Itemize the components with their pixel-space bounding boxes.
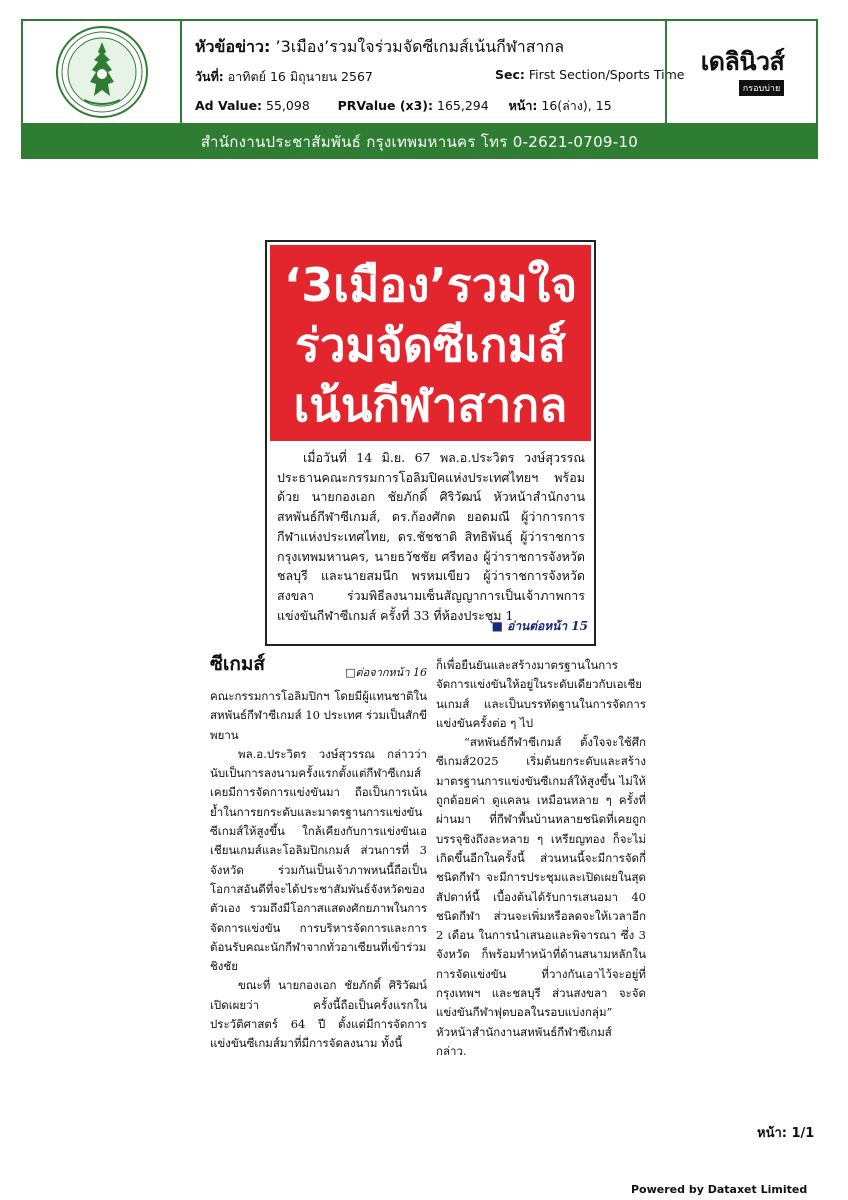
date-value: อาทิตย์ 16 มิถุนายน 2567 [223,69,373,84]
paragraph: ก็เพื่อยืนยันและสร้างมาตรฐานในการจัดการแข่งขันให้อยู่ในระดับเดียวกับเอเชียนเกมส์ และเป็นบรรทัดฐานในการจัดการแข่งขันครั้งต่อ ๆ ไป [436,658,646,730]
paragraph: “สหพันธ์กีฬาซีเกมส์ ตั้งใจจะใช้ศึกซีเกมส์2025 เริ่มต้นยกระดับและสร้างมาตรฐานการแข่งขันซีเกมส์ให้สูงขึ้น ไม่ให้ถูกด้อยค่า ดูแคลน เหมือนหลาย ๆ ครั้งที่ผ่านมา ที่กีฬาพื้นบ้านหลายชนิดที่เคยถูกบรรจุชิงถึงละหลาย ๆ เหรียญทอง ก็จะไม่เกิดขึ้นอีกในครั้งนี้ ส่วนหนนี้จะมีการจัดกี่ชนิดกีฬา จะมีการประชุมและเปิดเผยในสุดสัปดาห์นี้ เบื้องต้นได้รับการเสนอมา 40 ชนิดกีฬา ส่วนจะเพิ่มหรือลดจะให้เวลาอีก 2 เดือน ในการนำเสนอและพิจารณา ซึ่ง 3 จังหวัด ก็พร้อมทำหน้าที่ด้านสนามหลักในการจัดแข่งขัน ที่วางกันเอาไว้จะอยู่ที่กรุงเทพฯ และชลบุรี ส่วนสงขลา จะจัดแข่งขันกีฬาฟุตบอลในรอบแบ่งกลุ่ม” หัวหน้าสำนักงานสหพันธ์กีฬาซีเกมส์ กล่าว. [436,735,646,1058]
continuation-column-1 [210,653,427,1054]
page-label: หน้า: [508,98,538,113]
section-row [495,67,684,82]
paragraph: พล.อ.ประวิตร วงษ์สุวรรณ กล่าวว่า นับเป็นการลงนามครั้งแรกตั้งแต่กีฬาซีเกมส์เคยมีการจัดการแข่งขันมา ถือเป็นการเน้นย้ำในการยกระดับและมาตรฐานการแข่งขันซีเกมส์ให้สูงขึ้น ใกล้เคียงกับการแข่งขันเอเชียนเกมส์และโอลิมปิกเกมส์ ส่วนการที่ 3 จังหวัด ร่วมกันเป็นเจ้าภาพหนนี้ถือเป็นโอกาสอันดีที่จะได้ประชาสัมพันธ์จังหวัดของตัวเอง รวมถึงมีโอกาสแสดงศักยภาพในการจัดการแข่งขัน การบริหารจัดการและการต้อนรับคณะนักกีฬาจากทั่วอาเซียนที่เข้าร่วมชิงชัย [210,746,427,974]
ad-value: 55,098 [262,98,310,113]
newspaper-logo [665,21,818,123]
section-value: First Section/Sports Time [524,67,685,82]
clip-headline [270,245,591,441]
headline-value: ’3เมือง’รวมใจร่วมจัดซีเกมส์เน้นกีฬาสากล [270,37,564,56]
powered-by: Powered by Dataxet Limited [631,1183,808,1196]
headline-line-1: ‘3เมือง’รวมใจ [283,258,578,312]
page-indicator: หน้า: 1/1 [757,1126,815,1141]
header-info [195,21,685,123]
date-row [195,67,373,87]
news-clip [265,240,596,646]
newspaper-tagline: กรอบบ่าย [739,80,784,96]
date-label: วันที่: [195,69,224,84]
continued-from: □ต่อจากหน้า 16 [345,666,427,679]
agency-bar: สำนักงานประชาสัมพันธ์ กรุงเทพมหานคร โทร 0-2621-0709-10 [21,125,818,159]
headline-line-3: เน้นกีฬาสากล [293,378,568,432]
headline-label: หัวข้อข่าว: [195,37,271,56]
bma-logo [23,21,182,123]
value-row [195,96,612,116]
clip-body: เมื่อวันที่ 14 มิ.ย. 67 พล.อ.ประวิตร วงษ์สุวรรณ ประธานคณะกรรมการโอลิมปิคแห่งประเทศไทยฯ พร้อมด้วย นายกองเอก ชัยภักดิ์ ศิริวัฒน์ หัวหน้าสำนักงานสหพันธ์กีฬาซีเกมส์, ดร.ก้องศักด ยอดมณี ผู้ว่าการการกีฬาแห่งประเทศไทย, ดร.ชัชชาติ สิทธิพันธุ์ ผู้ว่าราชการกรุงเทพมหานคร, นายธวัชชัย ศรีทอง ผู้ว่าราชการจังหวัดชลบุรี และนายสมนึก พรหมเขียว ผู้ว่าราชการจังหวัดสงขลา ร่วมพิธีลงนามเซ็นสัญญาการเป็นเจ้าภาพการแข่งขันกีฬาซีเกมส์ ครั้งที่ 33 ที่ห้องประชุม 1 [277,450,585,623]
headline-row [195,35,564,60]
continuation-title: ซีเกมส์ [210,653,266,675]
bma-seal-icon [54,24,150,120]
continuation-header [210,653,427,687]
section-label: Sec: [495,67,525,82]
header-box [21,19,818,125]
continuation-column-2 [436,656,646,1061]
paragraph: ขณะที่ นายกองเอก ชัยภักดิ์ ศิริวัฒน์ เปิดเผยว่า ครั้งนี้ถือเป็นครั้งแรกในประวัติศาสตร์ 64 ปี ตั้งแต่มีการจัดการแข่งขันซีเกมส์มาที่มีการจัดลงนาม ทั้งนี้ [210,978,427,1051]
headline-line-2: ร่วมจัดซีเกมส์ [295,318,566,372]
pr-value-label: PRValue (x3): [337,98,434,113]
read-more: ■ อ่านต่อหน้า 15 [491,619,588,633]
paragraph: คณะกรรมการโอลิมปิกฯ โดยมีผู้แทนชาติในสหพันธ์กีฬาซีเกมส์ 10 ประเทศ ร่วมเป็นสักขีพยาน [210,689,427,742]
pr-value: 165,294 [433,98,489,113]
page-value: 16(ล่าง), 15 [537,98,612,113]
newspaper-name: เดลินิวส์ [700,47,785,76]
ad-value-label: Ad Value: [195,98,263,113]
